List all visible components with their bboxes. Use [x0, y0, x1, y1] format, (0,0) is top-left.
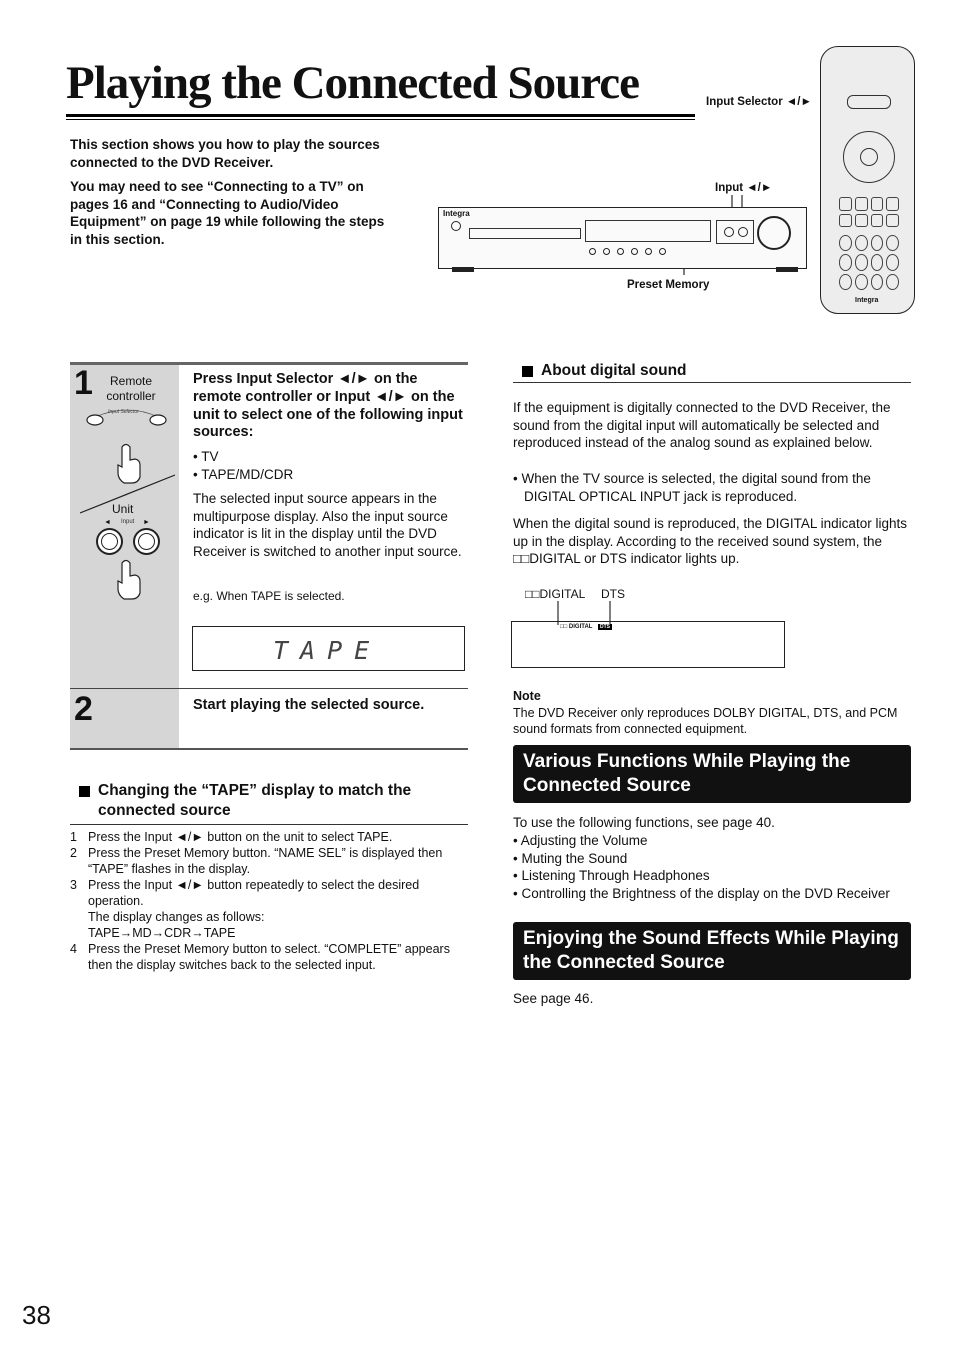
dts-indicator-label: DTS [601, 587, 625, 601]
various-intro: To use the following functions, see page 40. [513, 815, 775, 830]
unit-label: Unit [112, 502, 134, 516]
remote-controller-label: Remote controller [106, 374, 156, 403]
callout-input: Input ◄/► [715, 182, 773, 194]
volume-knob-icon [757, 216, 791, 250]
page-title: Playing the Connected Source [66, 57, 639, 109]
tape-display-box [192, 626, 465, 671]
unit-input-left-button-icon [96, 528, 123, 555]
display-digital-indicator: □□ DIGITAL [560, 624, 593, 630]
note-label: Note [513, 689, 541, 703]
tape-display-text: TAPE [273, 636, 382, 665]
step-2-number: 2 [74, 690, 93, 728]
list-item: 1 Press the Input ◄/► button on the unit to select TAPE. [70, 830, 393, 844]
step-1-description: The selected input source appears in the multipurpose display. Also the input source indicator is lit in the display until the DVD Receiver is switched to another input source. [193, 491, 462, 560]
changing-heading: Changing the “TAPE” display to match the connected source [98, 782, 412, 819]
receiver-foot-left [452, 267, 474, 272]
digital-heading: About digital sound [541, 362, 687, 379]
callout-lines [0, 0, 954, 400]
input-buttons-icon [716, 220, 754, 244]
step-panel-bottom-rule [70, 748, 468, 750]
list-item: • Controlling the Brightness of the display on the DVD Receiver [513, 886, 890, 902]
list-item: TAPE→MD→CDR→TAPE [88, 926, 236, 940]
step-divider [70, 688, 468, 689]
step-1-number: 1 [74, 364, 93, 402]
list-item: The display changes as follows: [88, 910, 265, 924]
right-arrow-icon: ► [143, 519, 150, 526]
disc-tray-icon [469, 228, 581, 239]
remote-brand-logo: Integra [855, 297, 879, 304]
receiver-brand-logo: Integra [443, 209, 470, 218]
remote-controller-illustration [820, 46, 915, 314]
step-1-bullet-tv: • TV [193, 449, 219, 464]
unit-input-label: Input [121, 519, 135, 525]
list-item: • Muting the Sound [513, 850, 628, 866]
step-2-heading: Start playing the selected source. [193, 697, 425, 713]
front-display-icon [585, 220, 711, 242]
list-item: • Adjusting the Volume [513, 833, 648, 848]
unit-input-right-button-icon [133, 528, 160, 555]
enjoying-text: See page 46. [513, 991, 594, 1006]
digital-paragraph-1: If the equipment is digitally connected to the DVD Receiver, the sound from the digital input will automatically be selected and reproduced instead of the analog sound as explained below. [513, 400, 891, 451]
note-text: The DVD Receiver only reproduces DOLBY DIGITAL, DTS, and PCM sound formats from connected equipment. [513, 706, 898, 736]
list-item: • Listening Through Headphones [513, 868, 710, 884]
remote-dpad-icon [843, 131, 895, 183]
step-1-example: e.g. When TAPE is selected. [193, 589, 345, 603]
remote-button-grid-top [839, 197, 899, 227]
list-item: 2 Press the Preset Memory button. “NAME SEL” is displayed then “TAPE” flashes in the display. [70, 846, 443, 876]
list-item: 4 Press the Preset Memory button to select. “COMPLETE” appears then the display switches back to the selected input. [70, 942, 450, 972]
enjoying-sound-effects-banner: Enjoying the Sound Effects While Playing the Connected Source [513, 922, 911, 980]
callout-preset-memory: Preset Memory [627, 279, 710, 291]
digital-indicator-label: □□DIGITAL [525, 587, 586, 601]
input-selector-buttons-icon [847, 95, 891, 109]
callout-input-selector: Input Selector ◄/► [706, 96, 812, 108]
changing-steps-list [70, 829, 470, 973]
digital-heading-rule [513, 382, 911, 383]
left-arrow-icon: ◄ [104, 519, 111, 526]
intro-paragraph-1: This section shows you how to play the sources connected to the DVD Receiver. [70, 137, 380, 170]
step-1-bullet-tape: • TAPE/MD/CDR [193, 467, 294, 482]
intro-paragraph-2: You may need to see “Connecting to a TV” on pages 16 and “Connecting to Audio/Video Equipment” on page 19 while following the steps in this section. [70, 179, 385, 247]
remote-input-selector-label: Input Selector [108, 409, 139, 415]
page-number: 38 [22, 1300, 51, 1330]
dvd-receiver-illustration [438, 207, 807, 269]
various-list [513, 832, 911, 903]
section-bullet-square-icon [522, 366, 533, 377]
digital-bullet: • When the TV source is selected, the digital sound from the DIGITAL OPTICAL INPUT jack is reproduced. [513, 471, 871, 504]
various-functions-banner: Various Functions While Playing the Connected Source [513, 745, 911, 803]
digital-display-box [511, 621, 785, 668]
display-dts-indicator: DTS [600, 624, 610, 630]
remote-button-grid-bottom [839, 235, 899, 290]
receiver-foot-right [776, 267, 798, 272]
step-1-heading: Press Input Selector ◄/► on the remote controller or Input ◄/► on the unit to select one of the following input sources: [193, 371, 463, 441]
digital-paragraph-2: When the digital sound is reproduced, the DIGITAL indicator lights up in the display. According to the received sound system, the □□DIGITAL or DTS indicator lights up. [513, 516, 907, 567]
power-button-icon [451, 221, 461, 231]
list-item: 3 Press the Input ◄/► button repeatedly to select the desired operation. [70, 878, 420, 908]
section-bullet-square-icon [79, 786, 90, 797]
front-buttons-row [589, 248, 699, 256]
changing-heading-rule [70, 824, 468, 825]
